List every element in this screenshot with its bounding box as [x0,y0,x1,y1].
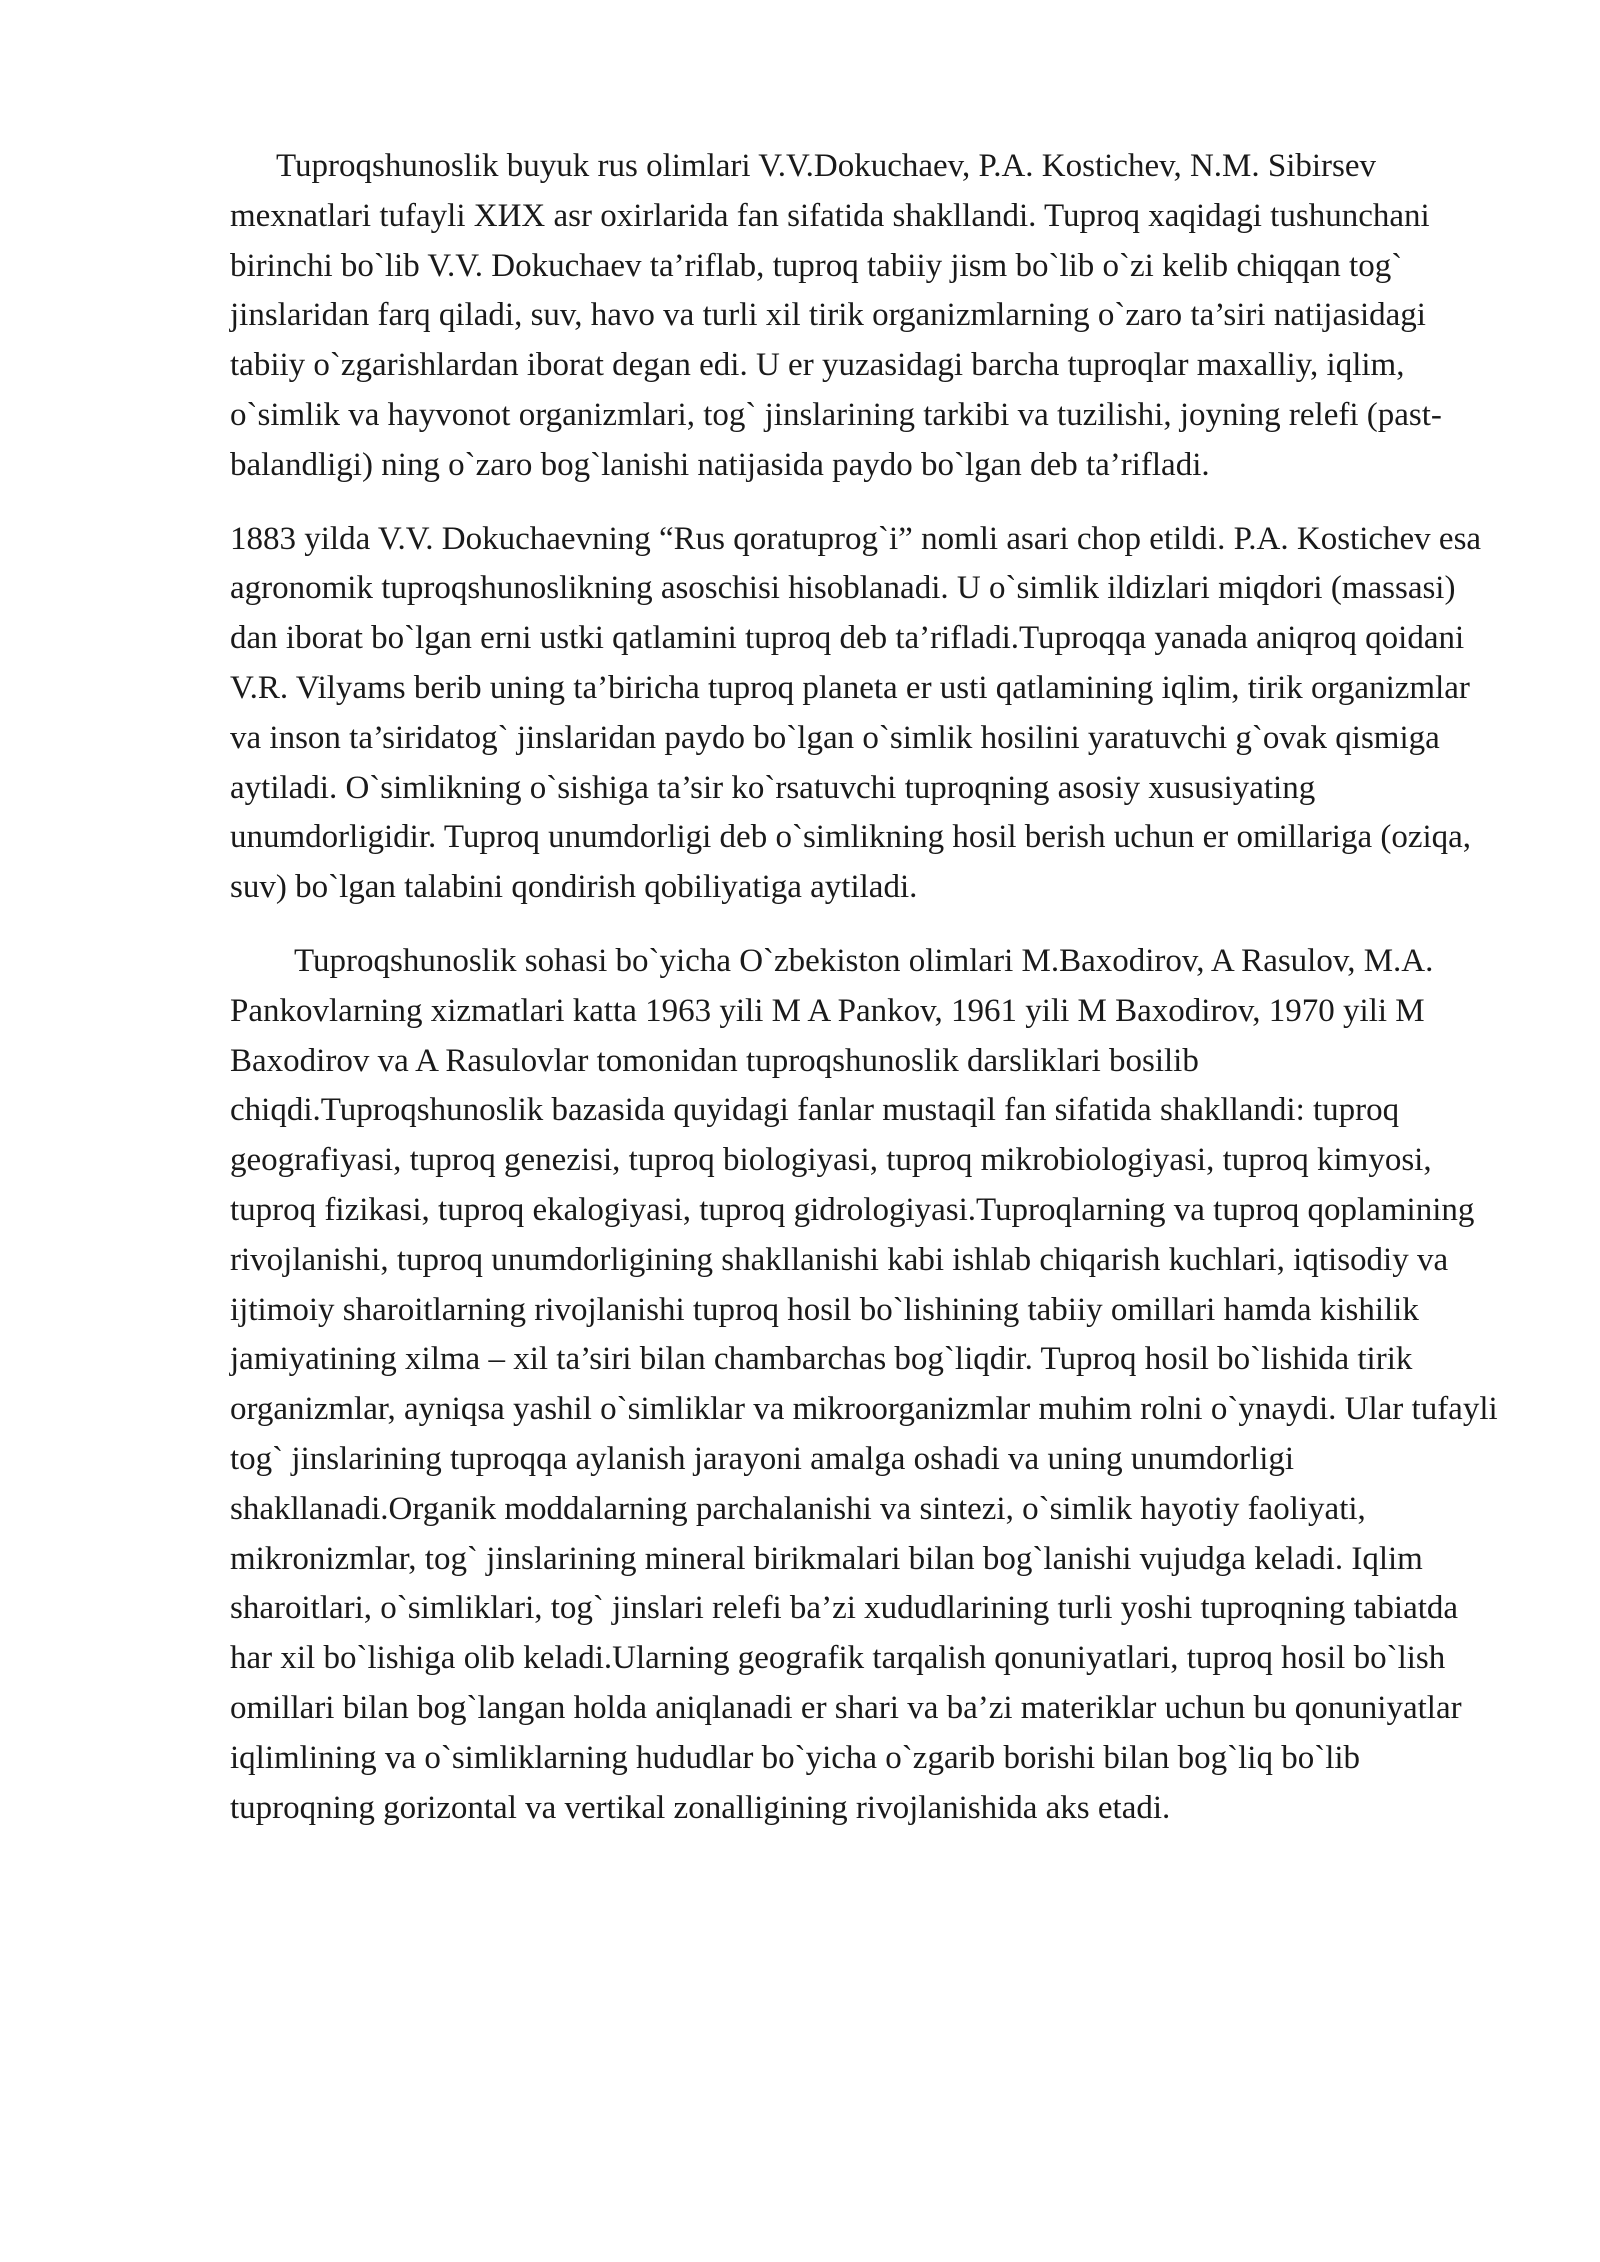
document-page [230,142,1498,1857]
paragraph-kostichev-vilyams: 1883 yilda V.V. Dokuchaevning “Rus qoratuprog`i” nomli asari chop etildi. P.A. Kostichev esa agronomik tuproqshunoslikning asoschisi hisoblanadi. U o`simlik ildizlari miqdori (massasi) dan iborat bo`lgan erni ustki qatlamini tuproq deb ta’rifladi.Tuproqqa yanada aniqroq qoidani V.R. Vilyams berib uning ta’biricha tuproq planeta er usti qatlamining iqlim, tirik organizmlar va inson ta’siridatog` jinslaridan paydo bo`lgan o`simlik hosilini yaratuvchi g`ovak qismiga aytiladi. O`simlikning o`sishiga ta’sir ko`rsatuvchi tuproqning asosiy xususiyating unumdorligidir. Tuproq unumdorligi deb o`simlikning hosil berish uchun er omillariga (oziqa, suv) bo`lgan talabini qondirish qobiliyatiga aytiladi. [230,520,1482,906]
paragraph-uzbek-scientists: Tuproqshunoslik sohasi bo`yicha O`zbekiston olimlari M.Baxodirov, A Rasulov, M.A. Pankovlarning xizmatlari katta 1963 yili M A Pankov, 1961 yili M Baxodirov, 1970 yili M Baxodirov va A Rasulovlar tomonidan tuproqshunoslik darsliklari bosilib chiqdi.Tuproqshunoslik bazasida quyidagi fanlar mustaqil fan sifatida shakllandi: tuproq geografiyasi, tuproq genezisi, tuproq biologiyasi, tuproq mikrobiologiyasi, tuproq kimyosi, tuproq fizikasi, tuproq ekalogiyasi, tuproq gidrologiyasi.Tuproqlarning va tuproq qoplamining rivojlanishi, tuproq unumdorligining shakllanishi kabi ishlab chiqarish kuchlari, iqtisodiy va ijtimoiy sharoitlarning rivojlanishi tuproq hosil bo`lishining tabiiy omillari hamda kishilik jamiyatining xilma – xil ta’siri bilan chambarchas bog`liqdir. Tuproq hosil bo`lishida tirik organizmlar, ayniqsa yashil o`simliklar va mikroorganizmlar muhim rolni o`ynaydi. Ular tufayli tog` jinslarining tuproqqa aylanish jarayoni amalga oshadi va uning unumdorligi shakllanadi.Organik moddalarning parchalanishi va sintezi, o`simlik hayotiy faoliyati, mikronizmlar, tog` jinslarining mineral birikmalari bilan bog`lanishi vujudga keladi. Iqlim sharoitlari, o`simliklari, tog` jinslari relefi ba’zi xududlarining turli yoshi tuproqning tabiatda har xil bo`lishiga olib keladi.Ularning geografik tarqalish qonuniyatlari, tuproq hosil bo`lish omillari bilan bog`langan holda aniqlanadi er shari va ba’zi materiklar uchun bu qonuniyatlar iqlimlining va o`simliklarning hududlar bo`yicha o`zgarib borishi bilan bog`liq bo`lib tuproqning gorizontal va vertikal zonalligining rivojlanishida aks etadi. [230,942,1498,1826]
paragraph-history-dokuchaev: Tuproqshunoslik buyuk rus olimlari V.V.Dokuchaev, P.A. Kostichev, N.M. Sibirsev mexnatlari tufayli ХИХ asr oxirlarida fan sifatida shakllandi. Tuproq xaqidagi tushunchani birinchi bo`lib V.V. Dokuchaev ta’riflab, tuproq tabiiy jism bo`lib o`zi kelib chiqqan tog` jinslaridan farq qiladi, suv, havo va turli xil tirik organizmlarning o`zaro ta’siri natijasidagi tabiiy o`zgarishlardan iborat degan edi. U er yuzasidagi barcha tuproqlar maxalliy, iqlim, o`simlik va hayvonot organizmlari, tog` jinslarining tarkibi va tuzilishi, joyning relefi (past-balandligi) ning o`zaro bog`lanishi natijasida paydo bo`lgan deb ta’rifladi. [230,148,1442,483]
